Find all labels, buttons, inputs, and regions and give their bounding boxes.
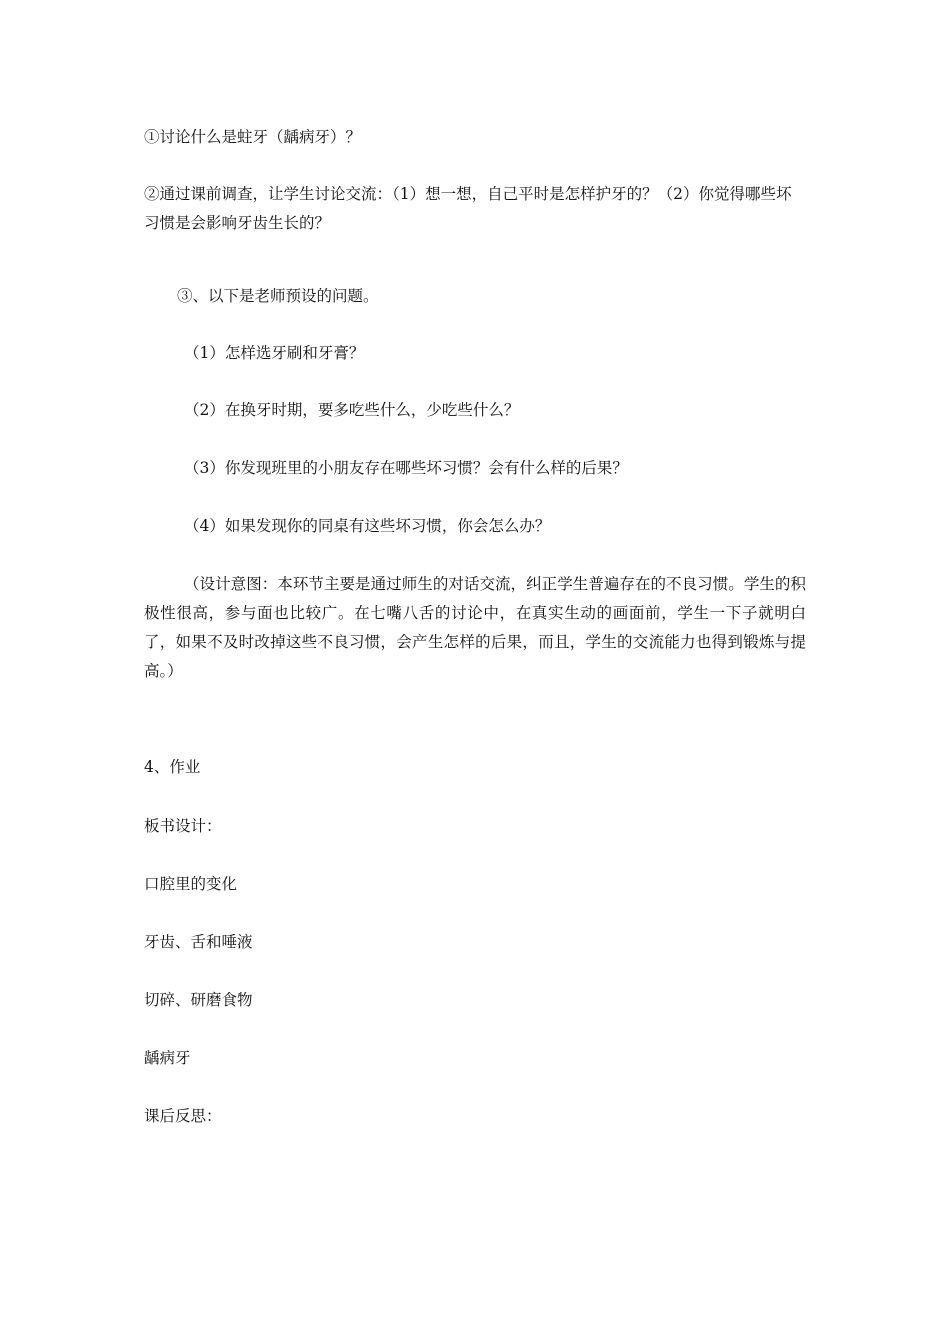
- teacher-preset-questions-heading: ③、以下是老师预设的问题。: [177, 287, 379, 305]
- preset-question-1: （1）怎样选牙刷和牙膏？: [184, 344, 365, 362]
- board-line-chop-grind-food: 切碎、研磨食物: [144, 991, 253, 1009]
- design-intent-note: （设计意图：本环节主要是通过师生的对话交流，纠正学生普遍存在的不良习惯。学生的积极性很高，参与面也比较广。在七嘴八舌的讨论中，在真实生动的画面前，学生一下子就明白了，如果不及时改掉这些不良习惯，会产生怎样的后果，而且，学生的交流能力也得到锻炼与提高。）: [144, 575, 806, 680]
- board-line-cavity: 龋病牙: [144, 1049, 191, 1067]
- board-design-heading: 板书设计：: [144, 817, 222, 835]
- reflection-heading: 课后反思：: [144, 1107, 222, 1125]
- board-line-teeth-tongue-saliva: 牙齿、舌和唾液: [144, 933, 253, 951]
- question-what-is-cavity: ①讨论什么是蛀牙（龋病牙）？: [144, 128, 362, 146]
- survey-discussion: ②通过课前调查，让学生讨论交流：（1）想一想，自己平时是怎样护牙的？（2）你觉得哪些坏习惯是会影响牙齿生长的？: [144, 185, 792, 232]
- preset-question-3: （3）你发现班里的小朋友存在哪些坏习惯？会有什么样的后果？: [184, 459, 628, 477]
- preset-question-2: （2）在换牙时期，要多吃些什么，少吃些什么？: [184, 401, 520, 419]
- preset-question-4: （4）如果发现你的同桌有这些坏习惯，你会怎么办？: [184, 517, 551, 535]
- board-line-oral-changes: 口腔里的变化: [144, 875, 238, 893]
- homework-heading: 4、作业: [144, 758, 201, 776]
